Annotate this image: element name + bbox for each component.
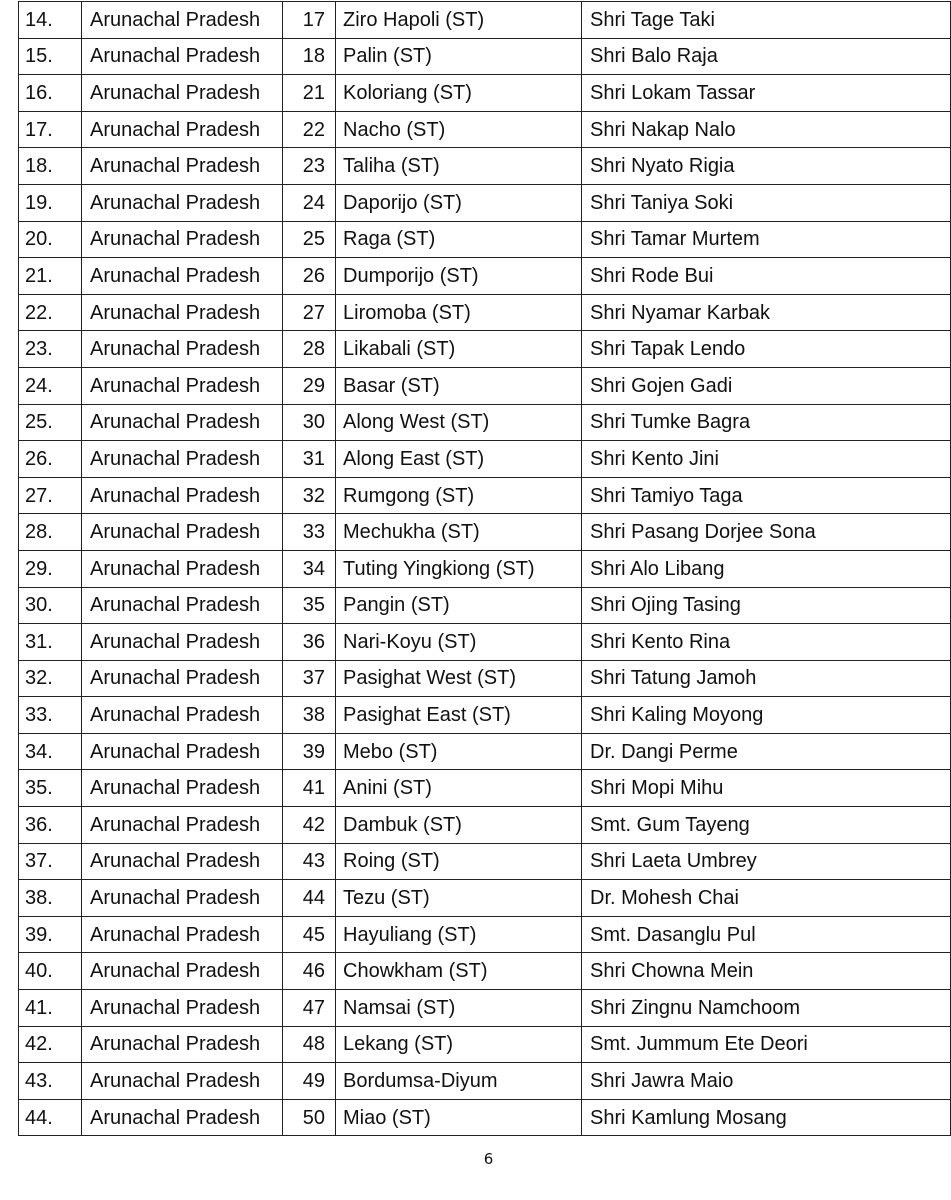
constituency-name-cell: Rumgong (ST) bbox=[336, 477, 582, 514]
serial-number-cell: 35. bbox=[19, 770, 82, 807]
serial-number-cell: 20. bbox=[19, 221, 82, 258]
serial-number-cell: 41. bbox=[19, 990, 82, 1027]
constituency-name-cell: Mebo (ST) bbox=[336, 733, 582, 770]
candidate-list-table bbox=[18, 1, 951, 1136]
serial-number-cell: 25. bbox=[19, 404, 82, 441]
serial-number-cell: 33. bbox=[19, 697, 82, 734]
state-cell: Arunachal Pradesh bbox=[82, 807, 283, 844]
serial-number-cell: 26. bbox=[19, 441, 82, 478]
table-row bbox=[19, 404, 951, 441]
constituency-number-cell: 36 bbox=[283, 624, 336, 661]
constituency-number-cell: 26 bbox=[283, 258, 336, 295]
table-row bbox=[19, 184, 951, 221]
constituency-name-cell: Anini (ST) bbox=[336, 770, 582, 807]
constituency-name-cell: Palin (ST) bbox=[336, 38, 582, 75]
table-row bbox=[19, 550, 951, 587]
constituency-number-cell: 24 bbox=[283, 184, 336, 221]
candidate-name-cell: Dr. Dangi Perme bbox=[582, 733, 951, 770]
constituency-number-cell: 29 bbox=[283, 367, 336, 404]
candidate-name-cell: Shri Tumke Bagra bbox=[582, 404, 951, 441]
table-row bbox=[19, 2, 951, 39]
constituency-number-cell: 27 bbox=[283, 294, 336, 331]
state-cell: Arunachal Pradesh bbox=[82, 587, 283, 624]
candidate-name-cell: Shri Tage Taki bbox=[582, 2, 951, 39]
state-cell: Arunachal Pradesh bbox=[82, 660, 283, 697]
candidate-name-cell: Shri Tatung Jamoh bbox=[582, 660, 951, 697]
table-row bbox=[19, 75, 951, 112]
candidate-name-cell: Shri Balo Raja bbox=[582, 38, 951, 75]
candidate-name-cell: Shri Zingnu Namchoom bbox=[582, 990, 951, 1027]
constituency-number-cell: 38 bbox=[283, 697, 336, 734]
table-row bbox=[19, 38, 951, 75]
table-row bbox=[19, 953, 951, 990]
state-cell: Arunachal Pradesh bbox=[82, 294, 283, 331]
candidate-name-cell: Shri Tamiyo Taga bbox=[582, 477, 951, 514]
constituency-number-cell: 23 bbox=[283, 148, 336, 185]
serial-number-cell: 36. bbox=[19, 807, 82, 844]
state-cell: Arunachal Pradesh bbox=[82, 514, 283, 551]
constituency-name-cell: Liromoba (ST) bbox=[336, 294, 582, 331]
state-cell: Arunachal Pradesh bbox=[82, 1026, 283, 1063]
table-row bbox=[19, 111, 951, 148]
constituency-name-cell: Chowkham (ST) bbox=[336, 953, 582, 990]
constituency-name-cell: Tezu (ST) bbox=[336, 880, 582, 917]
constituency-name-cell: Dambuk (ST) bbox=[336, 807, 582, 844]
candidate-name-cell: Shri Nyamar Karbak bbox=[582, 294, 951, 331]
constituency-name-cell: Basar (ST) bbox=[336, 367, 582, 404]
table-row bbox=[19, 990, 951, 1027]
constituency-number-cell: 34 bbox=[283, 550, 336, 587]
table-row bbox=[19, 660, 951, 697]
table-row bbox=[19, 843, 951, 880]
state-cell: Arunachal Pradesh bbox=[82, 1099, 283, 1136]
serial-number-cell: 24. bbox=[19, 367, 82, 404]
state-cell: Arunachal Pradesh bbox=[82, 624, 283, 661]
candidate-name-cell: Shri Kento Jini bbox=[582, 441, 951, 478]
constituency-name-cell: Bordumsa-Diyum bbox=[336, 1063, 582, 1100]
candidate-name-cell: Shri Kento Rina bbox=[582, 624, 951, 661]
serial-number-cell: 15. bbox=[19, 38, 82, 75]
table-row bbox=[19, 916, 951, 953]
constituency-number-cell: 33 bbox=[283, 514, 336, 551]
serial-number-cell: 39. bbox=[19, 916, 82, 953]
table-row bbox=[19, 294, 951, 331]
table-row bbox=[19, 807, 951, 844]
state-cell: Arunachal Pradesh bbox=[82, 916, 283, 953]
candidate-name-cell: Dr. Mohesh Chai bbox=[582, 880, 951, 917]
table-row bbox=[19, 587, 951, 624]
state-cell: Arunachal Pradesh bbox=[82, 441, 283, 478]
constituency-name-cell: Hayuliang (ST) bbox=[336, 916, 582, 953]
candidate-name-cell: Shri Tapak Lendo bbox=[582, 331, 951, 368]
serial-number-cell: 32. bbox=[19, 660, 82, 697]
candidate-name-cell: Shri Rode Bui bbox=[582, 258, 951, 295]
table-row bbox=[19, 477, 951, 514]
serial-number-cell: 43. bbox=[19, 1063, 82, 1100]
state-cell: Arunachal Pradesh bbox=[82, 477, 283, 514]
state-cell: Arunachal Pradesh bbox=[82, 184, 283, 221]
table-row bbox=[19, 258, 951, 295]
constituency-name-cell: Pasighat West (ST) bbox=[336, 660, 582, 697]
table-row bbox=[19, 1026, 951, 1063]
serial-number-cell: 31. bbox=[19, 624, 82, 661]
constituency-number-cell: 45 bbox=[283, 916, 336, 953]
serial-number-cell: 27. bbox=[19, 477, 82, 514]
serial-number-cell: 16. bbox=[19, 75, 82, 112]
candidate-name-cell: Shri Jawra Maio bbox=[582, 1063, 951, 1100]
constituency-name-cell: Koloriang (ST) bbox=[336, 75, 582, 112]
state-cell: Arunachal Pradesh bbox=[82, 2, 283, 39]
candidate-name-cell: Shri Lokam Tassar bbox=[582, 75, 951, 112]
serial-number-cell: 30. bbox=[19, 587, 82, 624]
table-row bbox=[19, 770, 951, 807]
candidate-name-cell: Smt. Gum Tayeng bbox=[582, 807, 951, 844]
constituency-number-cell: 43 bbox=[283, 843, 336, 880]
candidate-name-cell: Shri Mopi Mihu bbox=[582, 770, 951, 807]
serial-number-cell: 38. bbox=[19, 880, 82, 917]
constituency-number-cell: 41 bbox=[283, 770, 336, 807]
table-row bbox=[19, 1063, 951, 1100]
state-cell: Arunachal Pradesh bbox=[82, 990, 283, 1027]
page-number: 6 bbox=[483, 1150, 494, 1168]
constituency-name-cell: Dumporijo (ST) bbox=[336, 258, 582, 295]
serial-number-cell: 23. bbox=[19, 331, 82, 368]
constituency-name-cell: Along West (ST) bbox=[336, 404, 582, 441]
state-cell: Arunachal Pradesh bbox=[82, 697, 283, 734]
constituency-name-cell: Likabali (ST) bbox=[336, 331, 582, 368]
state-cell: Arunachal Pradesh bbox=[82, 38, 283, 75]
candidate-name-cell: Shri Pasang Dorjee Sona bbox=[582, 514, 951, 551]
candidate-name-cell: Shri Alo Libang bbox=[582, 550, 951, 587]
table-row bbox=[19, 514, 951, 551]
state-cell: Arunachal Pradesh bbox=[82, 550, 283, 587]
constituency-name-cell: Tuting Yingkiong (ST) bbox=[336, 550, 582, 587]
constituency-number-cell: 50 bbox=[283, 1099, 336, 1136]
table-row bbox=[19, 880, 951, 917]
table-row bbox=[19, 331, 951, 368]
constituency-number-cell: 35 bbox=[283, 587, 336, 624]
state-cell: Arunachal Pradesh bbox=[82, 111, 283, 148]
serial-number-cell: 34. bbox=[19, 733, 82, 770]
constituency-name-cell: Pangin (ST) bbox=[336, 587, 582, 624]
constituency-name-cell: Mechukha (ST) bbox=[336, 514, 582, 551]
serial-number-cell: 18. bbox=[19, 148, 82, 185]
candidate-name-cell: Shri Nakap Nalo bbox=[582, 111, 951, 148]
table-row bbox=[19, 441, 951, 478]
constituency-number-cell: 17 bbox=[283, 2, 336, 39]
serial-number-cell: 14. bbox=[19, 2, 82, 39]
table-row bbox=[19, 221, 951, 258]
constituency-number-cell: 46 bbox=[283, 953, 336, 990]
serial-number-cell: 28. bbox=[19, 514, 82, 551]
constituency-number-cell: 32 bbox=[283, 477, 336, 514]
constituency-name-cell: Roing (ST) bbox=[336, 843, 582, 880]
constituency-name-cell: Miao (ST) bbox=[336, 1099, 582, 1136]
candidate-name-cell: Shri Taniya Soki bbox=[582, 184, 951, 221]
constituency-number-cell: 48 bbox=[283, 1026, 336, 1063]
constituency-name-cell: Ziro Hapoli (ST) bbox=[336, 2, 582, 39]
serial-number-cell: 44. bbox=[19, 1099, 82, 1136]
constituency-number-cell: 18 bbox=[283, 38, 336, 75]
state-cell: Arunachal Pradesh bbox=[82, 331, 283, 368]
serial-number-cell: 29. bbox=[19, 550, 82, 587]
table-row bbox=[19, 148, 951, 185]
constituency-name-cell: Nacho (ST) bbox=[336, 111, 582, 148]
table-row bbox=[19, 1099, 951, 1136]
state-cell: Arunachal Pradesh bbox=[82, 733, 283, 770]
candidate-name-cell: Shri Chowna Mein bbox=[582, 953, 951, 990]
candidate-name-cell: Shri Kaling Moyong bbox=[582, 697, 951, 734]
constituency-name-cell: Taliha (ST) bbox=[336, 148, 582, 185]
candidate-name-cell: Smt. Jummum Ete Deori bbox=[582, 1026, 951, 1063]
state-cell: Arunachal Pradesh bbox=[82, 404, 283, 441]
candidate-table-body bbox=[19, 2, 951, 1136]
table-row bbox=[19, 697, 951, 734]
candidate-name-cell: Shri Nyato Rigia bbox=[582, 148, 951, 185]
candidate-name-cell: Shri Ojing Tasing bbox=[582, 587, 951, 624]
constituency-number-cell: 30 bbox=[283, 404, 336, 441]
table-row bbox=[19, 367, 951, 404]
constituency-name-cell: Namsai (ST) bbox=[336, 990, 582, 1027]
constituency-number-cell: 28 bbox=[283, 331, 336, 368]
state-cell: Arunachal Pradesh bbox=[82, 770, 283, 807]
serial-number-cell: 40. bbox=[19, 953, 82, 990]
constituency-number-cell: 44 bbox=[283, 880, 336, 917]
candidate-name-cell: Shri Kamlung Mosang bbox=[582, 1099, 951, 1136]
constituency-number-cell: 31 bbox=[283, 441, 336, 478]
constituency-number-cell: 39 bbox=[283, 733, 336, 770]
constituency-number-cell: 37 bbox=[283, 660, 336, 697]
constituency-name-cell: Along East (ST) bbox=[336, 441, 582, 478]
state-cell: Arunachal Pradesh bbox=[82, 843, 283, 880]
candidate-name-cell: Shri Tamar Murtem bbox=[582, 221, 951, 258]
constituency-number-cell: 49 bbox=[283, 1063, 336, 1100]
candidate-name-cell: Shri Laeta Umbrey bbox=[582, 843, 951, 880]
state-cell: Arunachal Pradesh bbox=[82, 367, 283, 404]
candidate-name-cell: Shri Gojen Gadi bbox=[582, 367, 951, 404]
serial-number-cell: 21. bbox=[19, 258, 82, 295]
serial-number-cell: 22. bbox=[19, 294, 82, 331]
constituency-number-cell: 25 bbox=[283, 221, 336, 258]
table-row bbox=[19, 624, 951, 661]
table-row bbox=[19, 733, 951, 770]
state-cell: Arunachal Pradesh bbox=[82, 148, 283, 185]
serial-number-cell: 19. bbox=[19, 184, 82, 221]
serial-number-cell: 17. bbox=[19, 111, 82, 148]
state-cell: Arunachal Pradesh bbox=[82, 221, 283, 258]
constituency-name-cell: Lekang (ST) bbox=[336, 1026, 582, 1063]
constituency-name-cell: Daporijo (ST) bbox=[336, 184, 582, 221]
state-cell: Arunachal Pradesh bbox=[82, 953, 283, 990]
constituency-number-cell: 21 bbox=[283, 75, 336, 112]
serial-number-cell: 37. bbox=[19, 843, 82, 880]
constituency-number-cell: 42 bbox=[283, 807, 336, 844]
serial-number-cell: 42. bbox=[19, 1026, 82, 1063]
candidate-name-cell: Smt. Dasanglu Pul bbox=[582, 916, 951, 953]
state-cell: Arunachal Pradesh bbox=[82, 75, 283, 112]
constituency-number-cell: 22 bbox=[283, 111, 336, 148]
state-cell: Arunachal Pradesh bbox=[82, 258, 283, 295]
constituency-number-cell: 47 bbox=[283, 990, 336, 1027]
constituency-name-cell: Pasighat East (ST) bbox=[336, 697, 582, 734]
constituency-name-cell: Nari-Koyu (ST) bbox=[336, 624, 582, 661]
constituency-name-cell: Raga (ST) bbox=[336, 221, 582, 258]
state-cell: Arunachal Pradesh bbox=[82, 1063, 283, 1100]
state-cell: Arunachal Pradesh bbox=[82, 880, 283, 917]
